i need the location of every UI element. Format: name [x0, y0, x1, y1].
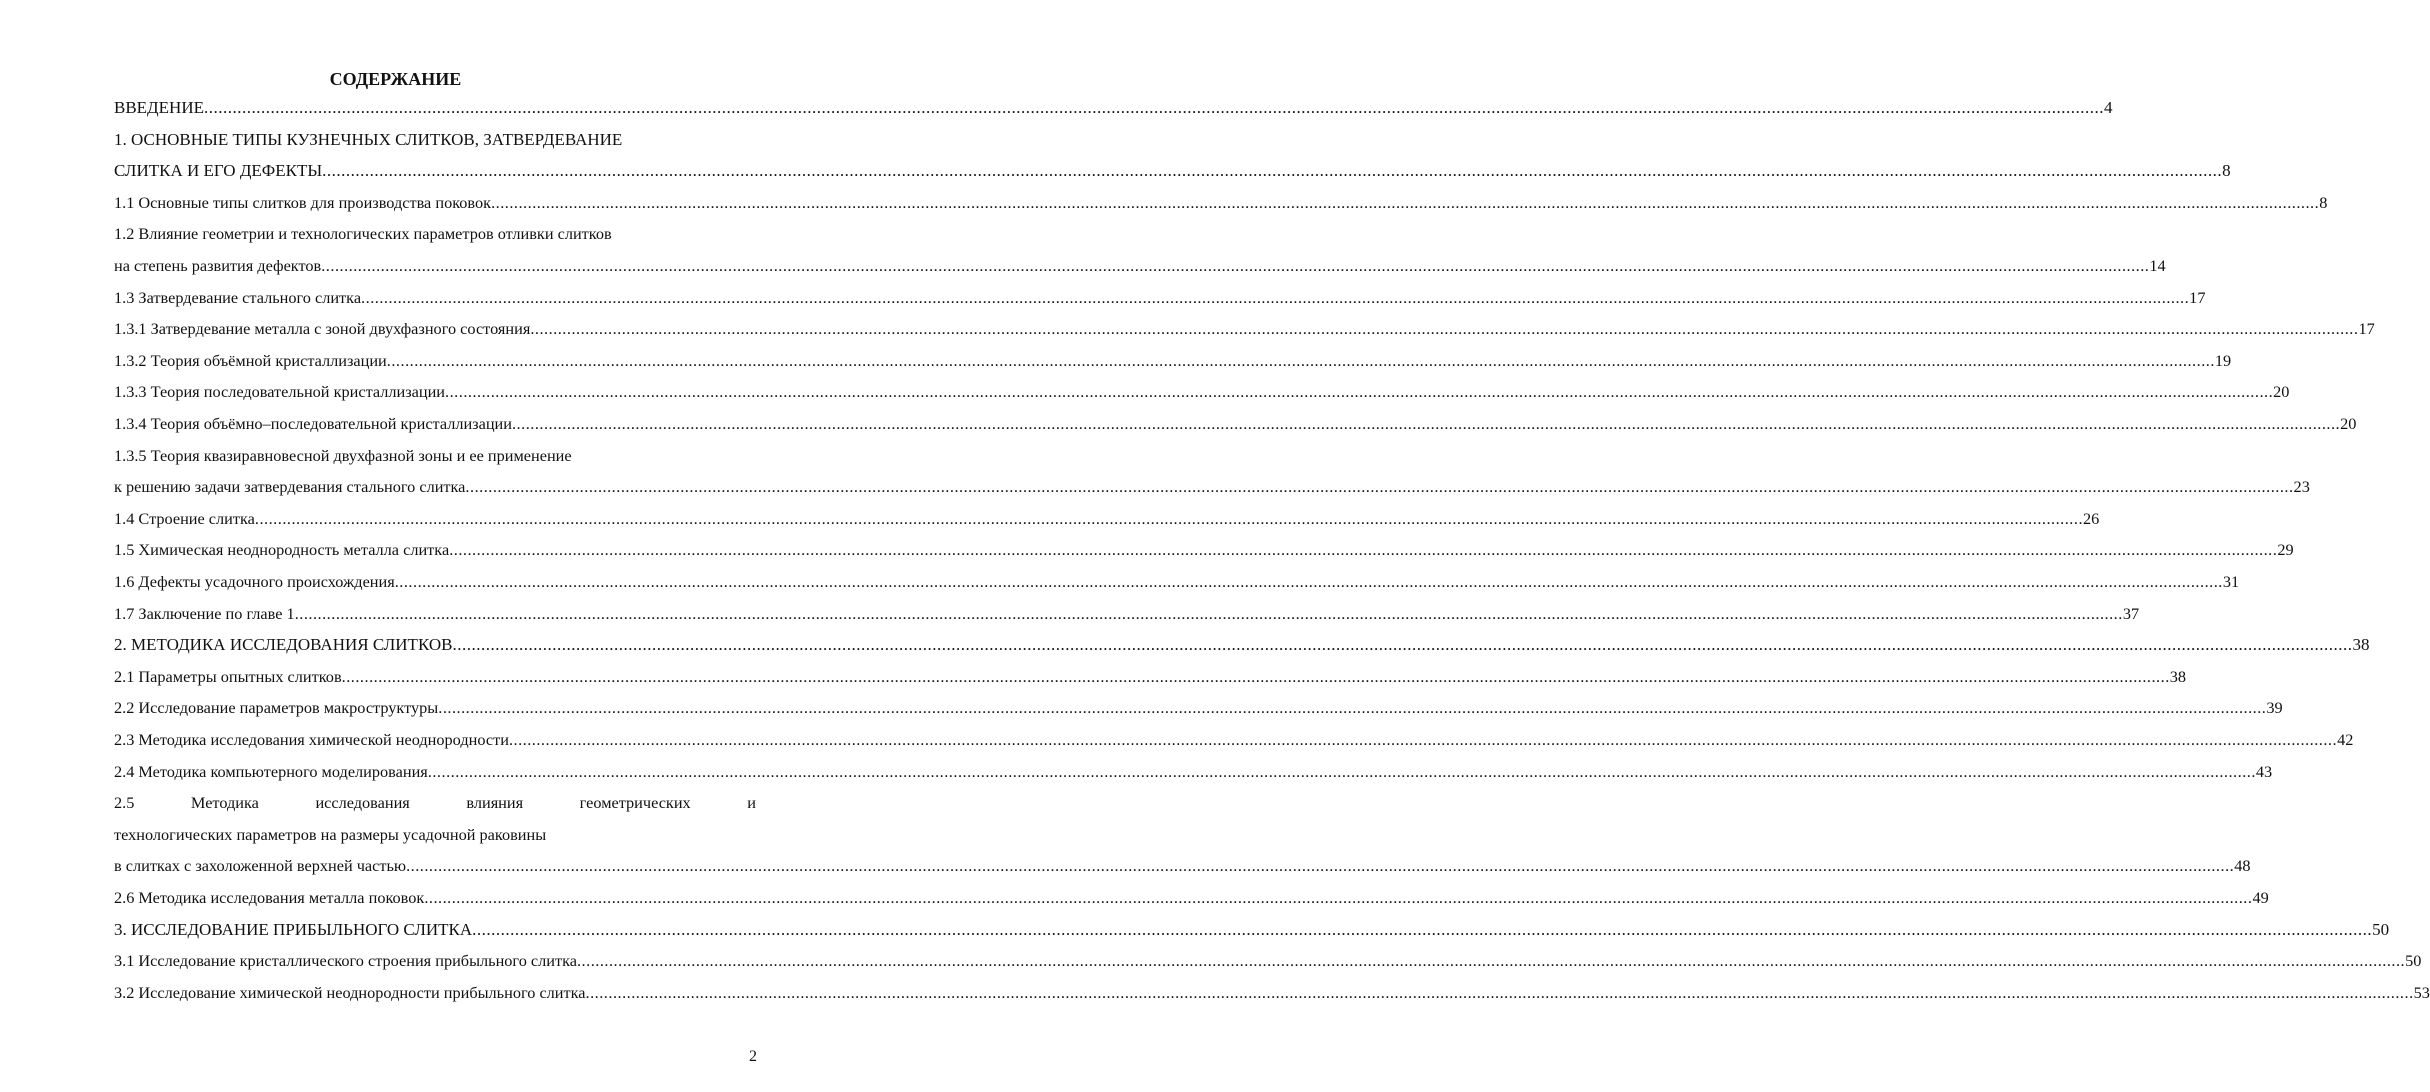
toc-entry-title: 1.5 Химическая неоднородность металла слитка [114, 540, 450, 559]
toc-dot-leader: ................................................................................................................................................................................................................................................................................................................................................................................................................ [511, 414, 2341, 433]
toc-entry-page: 8 [2319, 193, 2328, 212]
toc-entry-page: 38 [2169, 667, 2187, 686]
toc-entry-title: 2.4 Методика компьютерного моделирования [114, 762, 428, 781]
toc-dot-leader: ................................................................................................................................................................................................................................................................................................................................................................................................................ [445, 382, 2274, 401]
toc-entry-title: 1.1 Основные типы слитков для производства поковок [114, 193, 492, 212]
toc-entry-page: 29 [2277, 540, 2294, 559]
toc-dot-leader: ................................................................................................................................................................................................................................................................................................................................................................................................................ [585, 983, 2414, 1002]
contents-title: СОДЕРЖАНИЕ [329, 69, 462, 89]
toc-entry-title: 2.3 Методика исследования химической неоднородности [114, 730, 509, 749]
toc-entry [114, 507, 2100, 531]
toc-entry-page: 17 [2189, 288, 2206, 307]
toc-entry-page: 4 [2103, 98, 2113, 117]
toc-entry-page: 31 [2222, 572, 2240, 591]
toc-entry-title: 2. МЕТОДИКА ИССЛЕДОВАНИЯ СЛИТКОВ [114, 635, 453, 654]
toc-entry-title: на степень развития дефектов [114, 256, 322, 275]
toc-entry-title: 3. ИССЛЕДОВАНИЕ ПРИБЫЛЬНОГО СЛИТКА [114, 920, 473, 939]
toc-entry-page: 37 [2122, 604, 2140, 623]
toc-entry-title: 2.1 Параметры опытных слитков [114, 667, 342, 686]
toc-entry [114, 886, 2269, 910]
toc-entry [114, 96, 2113, 120]
toc-entry-title: 1.3.4 Теория объёмно–последовательной кристаллизации [114, 414, 512, 433]
toc-entry [114, 981, 2430, 1005]
toc-dot-leader: ................................................................................................................................................................................................................................................................................................................................................................................................................ [322, 161, 2223, 180]
toc-dot-leader: ................................................................................................................................................................................................................................................................................................................................................................................................................ [321, 256, 2150, 275]
toc-text-line: 1. ОСНОВНЫЕ ТИПЫ КУЗНЕЧНЫХ СЛИТКОВ, ЗАТВЕРДЕВАНИЕ [114, 130, 623, 149]
toc-entry [114, 159, 2231, 183]
toc-entry-page: 26 [2083, 509, 2100, 528]
toc-entry [114, 380, 2290, 404]
toc-dot-leader: ................................................................................................................................................................................................................................................................................................................................................................................................................ [576, 951, 2406, 970]
toc-entry [114, 696, 2283, 720]
toc-entry-title: ВВЕДЕНИЕ [114, 98, 204, 117]
toc-entry-title: 3.2 Исследование химической неоднородности прибыльного слитка [114, 983, 586, 1002]
toc-entry-title: 2.2 Исследование параметров макроструктуры [114, 698, 439, 717]
toc-entry [114, 475, 2310, 499]
toc-dot-leader: ................................................................................................................................................................................................................................................................................................................................................................................................................ [424, 888, 2253, 907]
toc-dot-leader: ................................................................................................................................................................................................................................................................................................................................................................................................................ [472, 920, 2373, 939]
toc-entry [114, 728, 2354, 752]
toc-dot-leader: ................................................................................................................................................................................................................................................................................................................................................................................................................ [427, 762, 2256, 781]
toc-dot-leader: ................................................................................................................................................................................................................................................................................................................................................................................................................ [294, 604, 2123, 623]
toc-entry [114, 602, 2140, 626]
toc-entry-title: 1.3.2 Теория объёмной кристаллизации [114, 351, 387, 370]
toc-dot-leader: ................................................................................................................................................................................................................................................................................................................................................................................................................ [449, 540, 2278, 559]
toc-entry [114, 412, 2357, 436]
toc-entry [114, 949, 2422, 973]
toc-dot-leader: ................................................................................................................................................................................................................................................................................................................................................................................................................ [386, 351, 2215, 370]
toc-entry [114, 760, 2273, 784]
toc-entry [114, 918, 2390, 942]
toc-entry [114, 191, 2328, 215]
toc-entry-title: 1.6 Дефекты усадочного происхождения [114, 572, 395, 591]
toc-entry-title: СЛИТКА И ЕГО ДЕФЕКТЫ [114, 161, 323, 180]
toc-entry-title: 2.6 Методика исследования металла поковок [114, 888, 425, 907]
toc-entry-title: в слитках с захоложенной верхней частью [114, 856, 407, 875]
toc-dot-leader: ................................................................................................................................................................................................................................................................................................................................................................................................................ [452, 635, 2353, 654]
toc-dot-leader: ................................................................................................................................................................................................................................................................................................................................................................................................................ [508, 730, 2338, 749]
toc-entry-title: 3.1 Исследование кристаллического строения прибыльного слитка [114, 951, 577, 970]
toc-dot-leader: ................................................................................................................................................................................................................................................................................................................................................................................................................ [438, 698, 2267, 717]
toc-entry [114, 570, 2240, 594]
toc-dot-leader: ................................................................................................................................................................................................................................................................................................................................................................................................................ [491, 193, 2320, 212]
toc-entry [114, 286, 2206, 310]
toc-entry-page: 19 [2214, 351, 2232, 370]
toc-text-line: 1.2 Влияние геометрии и технологических параметров отливки слитков [114, 224, 612, 243]
toc-entry [114, 254, 2166, 278]
toc-dot-leader: ................................................................................................................................................................................................................................................................................................................................................................................................................ [254, 509, 2084, 528]
toc-entry-page: 20 [2340, 414, 2357, 433]
toc-entry-page: 50 [2405, 951, 2422, 970]
toc-entry-page: 50 [2372, 920, 2390, 939]
toc-text-line: технологических параметров на размеры усадочной раковины [114, 825, 547, 844]
toc-entry-page: 53 [2413, 983, 2430, 1002]
toc-text-line: 2.5 Методика исследования влияния геометрических и [114, 793, 756, 812]
toc-entry-page: 20 [2273, 382, 2290, 401]
toc-entry-page: 23 [2293, 477, 2310, 496]
toc-dot-leader: ................................................................................................................................................................................................................................................................................................................................................................................................................ [465, 477, 2294, 496]
toc-entry [114, 317, 2375, 341]
toc-entry-title: 1.3.1 Затвердевание металла с зоной двухфазного состояния [114, 319, 531, 338]
toc-dot-leader: ................................................................................................................................................................................................................................................................................................................................................................................................................ [203, 98, 2104, 117]
toc-entry [114, 538, 2294, 562]
toc-entry-title: 1.4 Строение слитка [114, 509, 255, 528]
toc-entry-page: 43 [2255, 762, 2273, 781]
toc-entry-page: 8 [2222, 161, 2231, 180]
toc-entry-page: 48 [2234, 856, 2251, 875]
toc-entry [114, 665, 2187, 689]
toc-entry [114, 854, 2251, 878]
toc-entry [114, 349, 2232, 373]
toc-dot-leader: ................................................................................................................................................................................................................................................................................................................................................................................................................ [341, 667, 2170, 686]
toc-dot-leader: ................................................................................................................................................................................................................................................................................................................................................................................................................ [394, 572, 2223, 591]
toc-entry-page: 49 [2252, 888, 2269, 907]
toc-entry-title: 1.7 Заключение по главе 1 [114, 604, 295, 623]
toc-entry-page: 38 [2352, 635, 2370, 654]
toc-dot-leader: ................................................................................................................................................................................................................................................................................................................................................................................................................ [361, 288, 2190, 307]
toc-entry-page: 42 [2337, 730, 2354, 749]
toc-entry-title: 1.3 Затвердевание стального слитка [114, 288, 362, 307]
toc-entry-page: 14 [2149, 256, 2166, 275]
toc-text-line: 1.3.5 Теория квазиравновесной двухфазной зоны и ее применение [114, 446, 572, 465]
toc-entry-title: 1.3.3 Теория последовательной кристаллизации [114, 382, 446, 401]
toc-entry [114, 633, 2370, 657]
toc-entry-page: 39 [2266, 698, 2283, 717]
page-number: 2 [749, 1048, 757, 1065]
toc-dot-leader: ................................................................................................................................................................................................................................................................................................................................................................................................................ [530, 319, 2359, 338]
toc-entry-page: 17 [2358, 319, 2375, 338]
toc-dot-leader: ................................................................................................................................................................................................................................................................................................................................................................................................................ [406, 856, 2235, 875]
toc-entry-title: к решению задачи затвердевания стального слитка [114, 477, 466, 496]
